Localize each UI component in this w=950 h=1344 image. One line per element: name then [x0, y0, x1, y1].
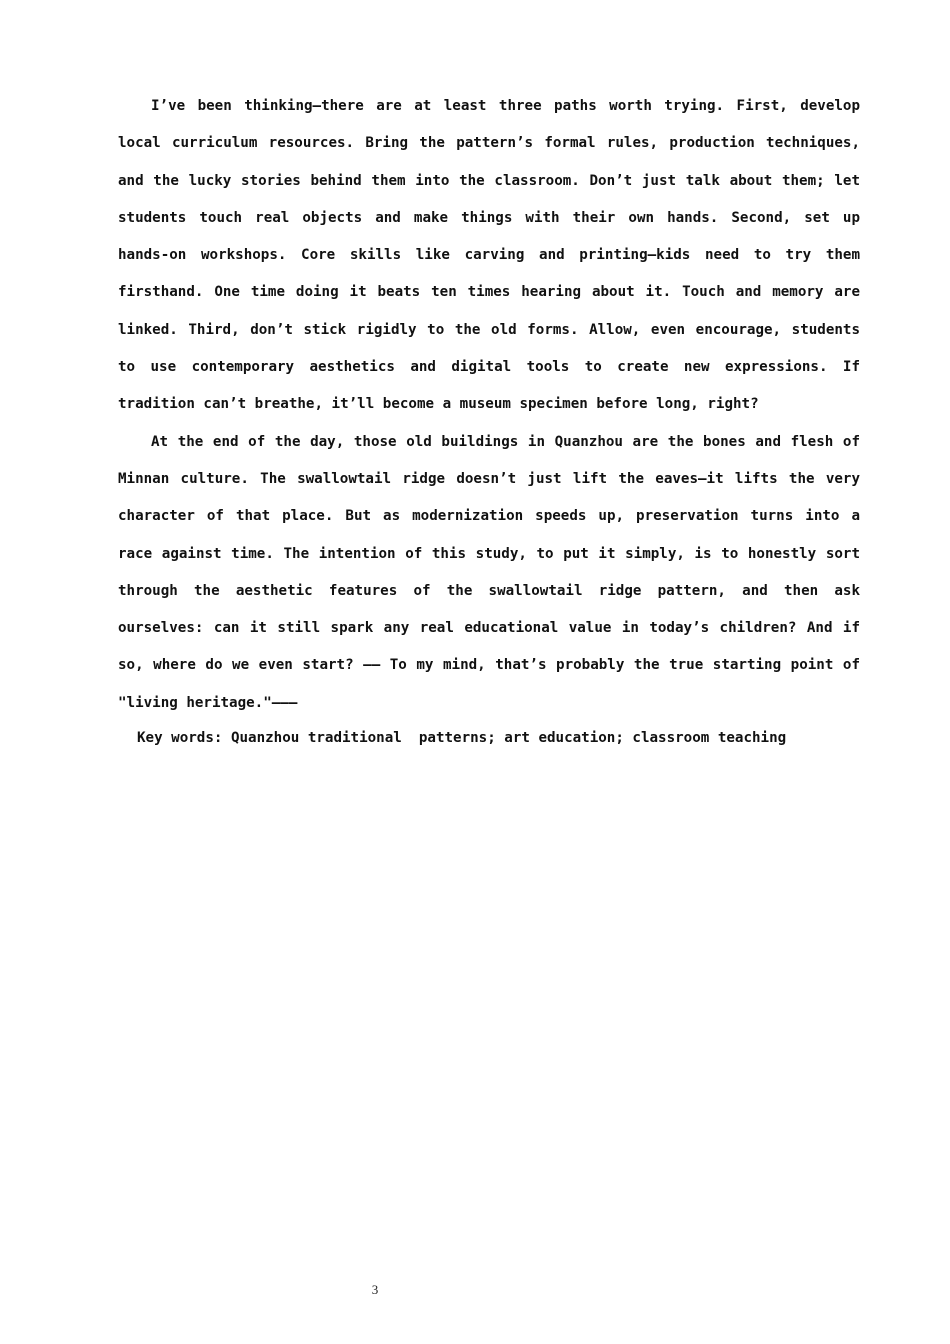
keywords-line: Key words: Quanzhou traditional patterns; art education; classroom teaching: [137, 730, 787, 747]
body-text: [118, 88, 860, 755]
paragraph-study-intention: At the end of the day, those old buildings in Quanzhou are the bones and flesh of Minnan culture. The swallowtail ridge doesn’t just lift the eaves—it lifts the very character of that place. But as modernization speeds up, preservation turns into a race against time. The intention of this study, to put it simply, is to honestly sort through the aesthetic features of the swallowtail ridge pattern, and then ask ourselves: can it still spark any real educational value in today’s children? And if so, where do we even start? —— To my mind, that’s probably the true starting point of "living heritage."———: [118, 433, 860, 711]
paragraph-curriculum-paths: I’ve been thinking—there are at least three paths worth trying. First, develop local curriculum resources. Bring the pattern’s formal rules, production techniques, and the lucky stories behind them into the classroom. Don’t just talk about them; let students touch real objects and make things with their own hands. Second, set up hands-on workshops. Core skills like carving and printing—kids need to try them firsthand. One time doing it beats ten times hearing about it. Touch and memory are linked. Third, don’t stick rigidly to the old forms. Allow, even encourage, students to use contemporary aesthetics and digital tools to create new expressions. If tradition can’t breathe, it’ll become a museum specimen before long, right?: [118, 98, 860, 413]
page-number: 3: [371, 1282, 379, 1297]
